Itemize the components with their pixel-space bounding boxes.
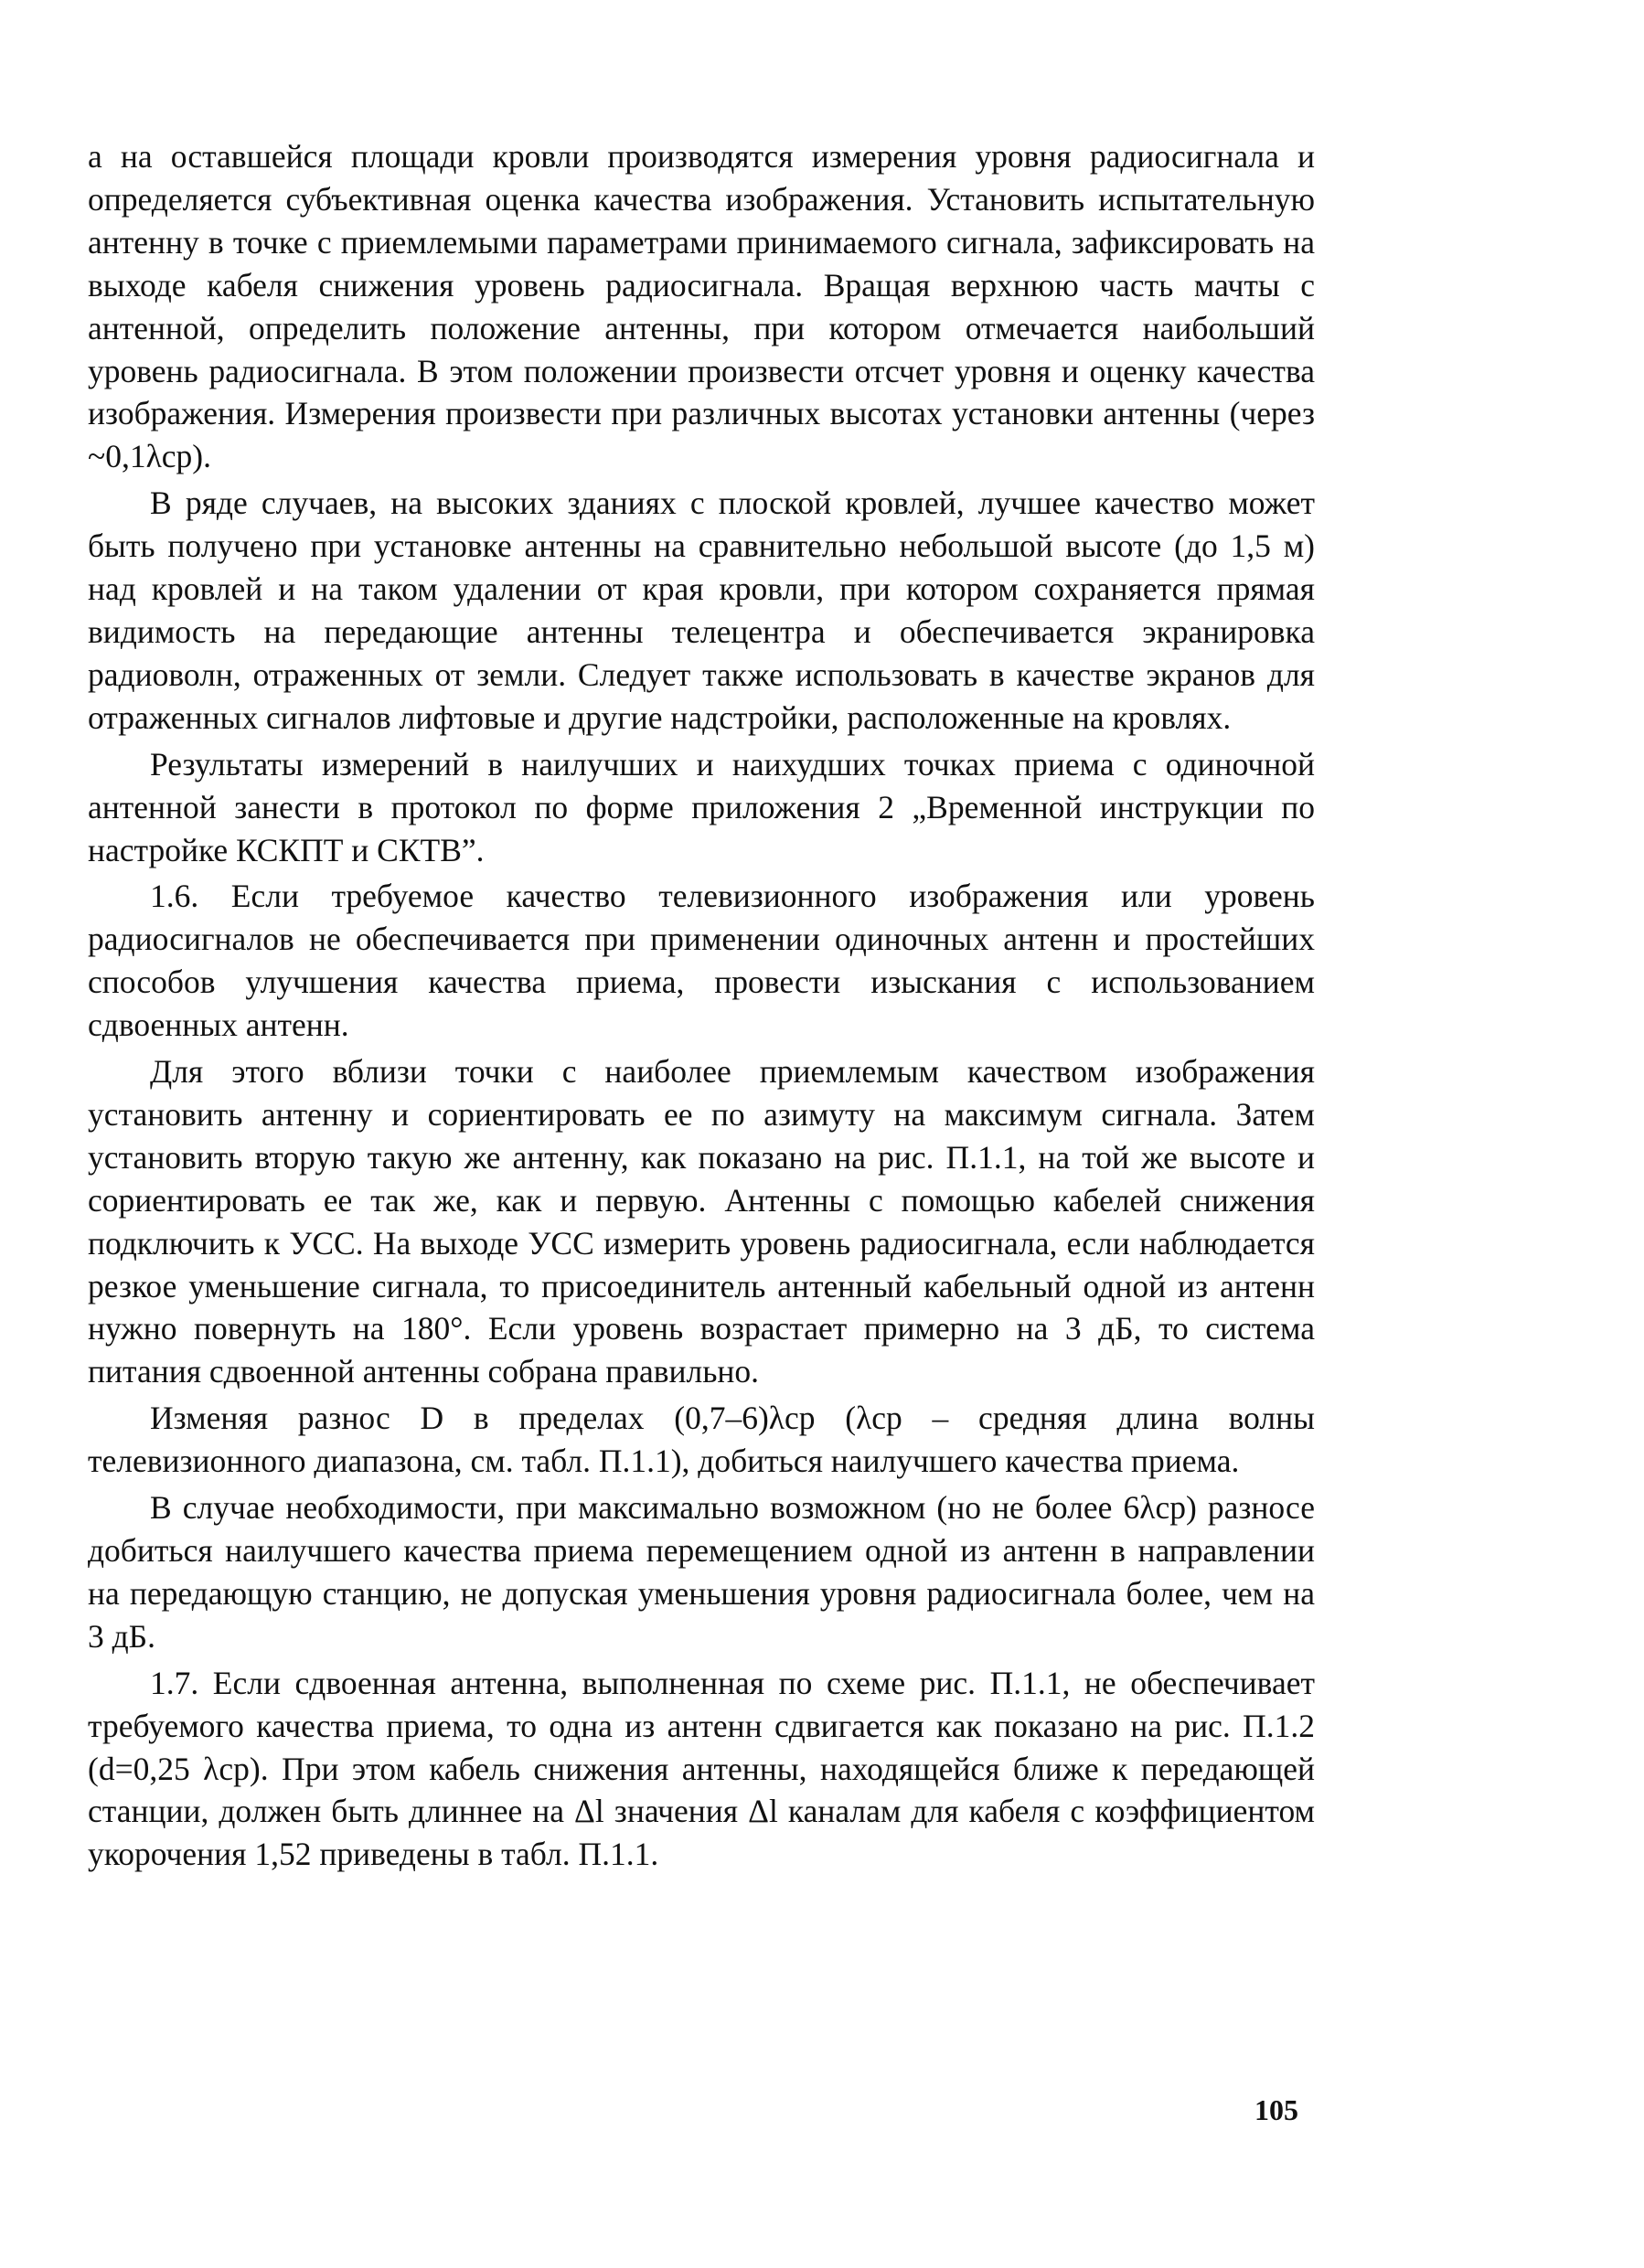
body-text xyxy=(88,135,1315,1879)
paragraph-flat-roof: В ряде случаев, на высоких зданиях с плоской кровлей, лучшее качество может быть получено при установке антенны на сравнительно небольшой высоте (до 1,5 м) над кровлей и на таком удалении от края кровли, при котором сохраняется прямая видимость на передающие антенны телецентра и обеспечивается экранировка радиоволн, отраженных от земли. Следует также использовать в качестве экранов для отраженных сигналов лифтовые и другие надстройки, расположенные на кровлях. xyxy=(88,484,1315,736)
paragraph-section-1-7: 1.7. Если сдвоенная антенна, выполненная по схеме рис. П.1.1, не обеспечивает требуемого качества приема, то одна из антенн сдвигается как показано на рис. П.1.2 (d=0,25 λср). При этом кабель снижения антенны, находящейся ближе к передающей станции, должен быть длиннее на Δl значения Δl каналам для кабеля с коэффициентом укорочения 1,52 приведены в табл. П.1.1. xyxy=(88,1664,1315,1873)
page-number: 105 xyxy=(1254,2093,1298,2126)
paragraph-spacing: Изменяя разнос D в пределах (0,7–6)λср (λср – средняя длина волны телевизионного диапазона, см. табл. П.1.1), добиться наилучшего качества приема. xyxy=(88,1400,1315,1480)
paragraph-necessity: В случае необходимости, при максимально возможном (но не более 6λср) разносе добиться наилучшего качества приема перемещением одной из антенн в направлении на передающую станцию, не допуская уменьшения уровня радиосигнала более, чем на 3 дБ. xyxy=(88,1489,1315,1655)
paragraph-section-1-6: 1.6. Если требуемое качество телевизионного изображения или уровень радиосигналов не обеспечивается при применении одиночных антенн и простейших способов улучшения качества приема, провести изыскания с использованием сдвоенных антенн. xyxy=(88,878,1315,1044)
paragraph-results: Результаты измерений в наилучших и наихудших точках приема с одиночной антенной занести в протокол по форме приложения 2 „Временной инструкции по настройке КСКПТ и СКТВ”. xyxy=(88,745,1315,868)
paragraph-continuation: а на оставшейся площади кровли производятся измерения уровня радиосигнала и определяется субъективная оценка качества изображения. Установить испытательную антенну в точке с приемлемыми параметрами принимаемого сигнала, зафиксировать на выходе кабеля снижения уровень радиосигнала. Вращая верхнюю часть мачты с антенной, определить положение антенны, при котором отмечается наибольший уровень радиосигнала. В этом положении произвести отсчет уровня и оценку качества изображения. Измерения произвести при различных высотах установки антенны (через ~0,1λср). xyxy=(88,138,1315,475)
paragraph-procedure: Для этого вблизи точки с наиболее приемлемым качеством изображения установить антенну и сориентировать ее по азимуту на максимум сигнала. Затем установить вторую такую же антенну, как показано на рис. П.1.1, на той же высоте и сориентировать ее так же, как и первую. Антенны с помощью кабелей снижения подключить к УСС. На выходе УСС измерить уровень радиосигнала, если наблюдается резкое уменьшение сигнала, то присоединитель антенный кабельный одной из антенн нужно повернуть на 180°. Если уровень возрастает примерно на 3 дБ, то система питания сдвоенной антенны собрана правильно. xyxy=(88,1053,1315,1390)
